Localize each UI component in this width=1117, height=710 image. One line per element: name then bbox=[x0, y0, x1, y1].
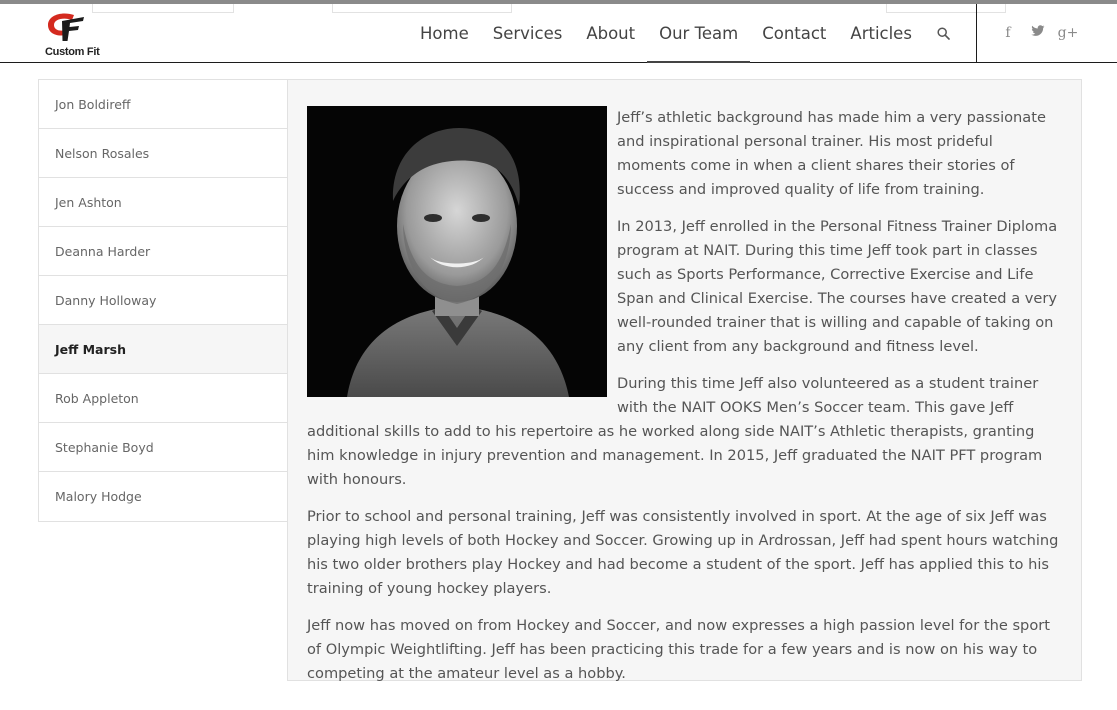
bio-paragraph: Jeff’s athletic background has made him a very passionate and inspirational personal trainer. His most prideful moments come in when a client shares their stories of success and improved quality of life from training. bbox=[617, 109, 1046, 198]
site-logo[interactable] bbox=[44, 11, 104, 61]
team-member-jeff-marsh[interactable]: Jeff Marsh bbox=[39, 325, 288, 374]
bio-paragraph: During this time Jeff also volunteered as a student trainer with the NAIT OOKS Men’s Soccer team. This gave Jeff additional skills to add to his repertoire as he worked along side NAIT’s Athletic therapists, granting him knowledge in injury prevention and management. In 2015, Jeff graduated the NAIT PFT program with honours. bbox=[307, 375, 1043, 488]
team-member-jen-ashton[interactable]: Jen Ashton bbox=[39, 178, 288, 227]
team-member-jon-boldireff[interactable]: Jon Boldireff bbox=[39, 80, 288, 129]
bio-paragraph: Jeff now has moved on from Hockey and Soccer, and now expresses a high passion level for the sport of Olympic Weightlifting. Jeff has been practicing this trade for a few years and is now on his way to competing at the amateur level as a hobby. bbox=[307, 617, 1050, 682]
team-member-list bbox=[38, 79, 288, 522]
team-member-danny-holloway[interactable]: Danny Holloway bbox=[39, 276, 288, 325]
team-member-stephanie-boyd[interactable]: Stephanie Boyd bbox=[39, 423, 288, 472]
nav-item-articles[interactable]: Articles bbox=[850, 23, 912, 43]
team-member-deanna-harder[interactable]: Deanna Harder bbox=[39, 227, 288, 276]
nav-divider bbox=[976, 4, 977, 62]
bio-paragraph: Prior to school and personal training, Jeff was consistently involved in sport. At the age of six Jeff was playing high levels of both Hockey and Soccer. Growing up in Ardrossan, Jeff had spent hours watching his two older brothers play Hockey and had become a student of the sport. Jeff has applied this to his training of young hockey players. bbox=[307, 508, 1059, 597]
nav-item-services[interactable]: Services bbox=[492, 23, 563, 43]
twitter-icon[interactable] bbox=[1023, 25, 1053, 41]
nav-item-about[interactable]: About bbox=[586, 23, 636, 43]
social-links bbox=[993, 4, 1083, 62]
team-member-malory-hodge[interactable]: Malory Hodge bbox=[55, 489, 142, 504]
site-header bbox=[0, 4, 1117, 63]
team-member-nelson-rosales[interactable]: Nelson Rosales bbox=[39, 129, 288, 178]
custom-fit-logo-mark bbox=[44, 11, 90, 43]
nav-item-our-team[interactable]: Our Team bbox=[647, 4, 750, 62]
bio-paragraph: In 2013, Jeff enrolled in the Personal Fitness Trainer Diploma program at NAIT. During this time Jeff took part in classes such as Sports Performance, Corrective Exercise and Life Span and Clinical Exercise. The courses have created a very well-rounded trainer that is willing and capable of taking on any client from any background and fitness level. bbox=[617, 218, 1058, 355]
team-member-bio-panel bbox=[287, 79, 1082, 681]
nav-item-contact[interactable]: Contact bbox=[762, 23, 827, 43]
facebook-icon[interactable]: f bbox=[1005, 25, 1011, 41]
search-icon[interactable] bbox=[924, 4, 964, 62]
google-plus-icon[interactable]: g+ bbox=[1057, 25, 1079, 41]
team-member-rob-appleton[interactable]: Rob Appleton bbox=[39, 374, 288, 423]
trainer-portrait-photo bbox=[307, 106, 607, 397]
nav-item-home[interactable]: Home bbox=[420, 23, 469, 43]
logo-text: Custom Fit bbox=[45, 46, 100, 58]
main-nav bbox=[408, 4, 964, 62]
